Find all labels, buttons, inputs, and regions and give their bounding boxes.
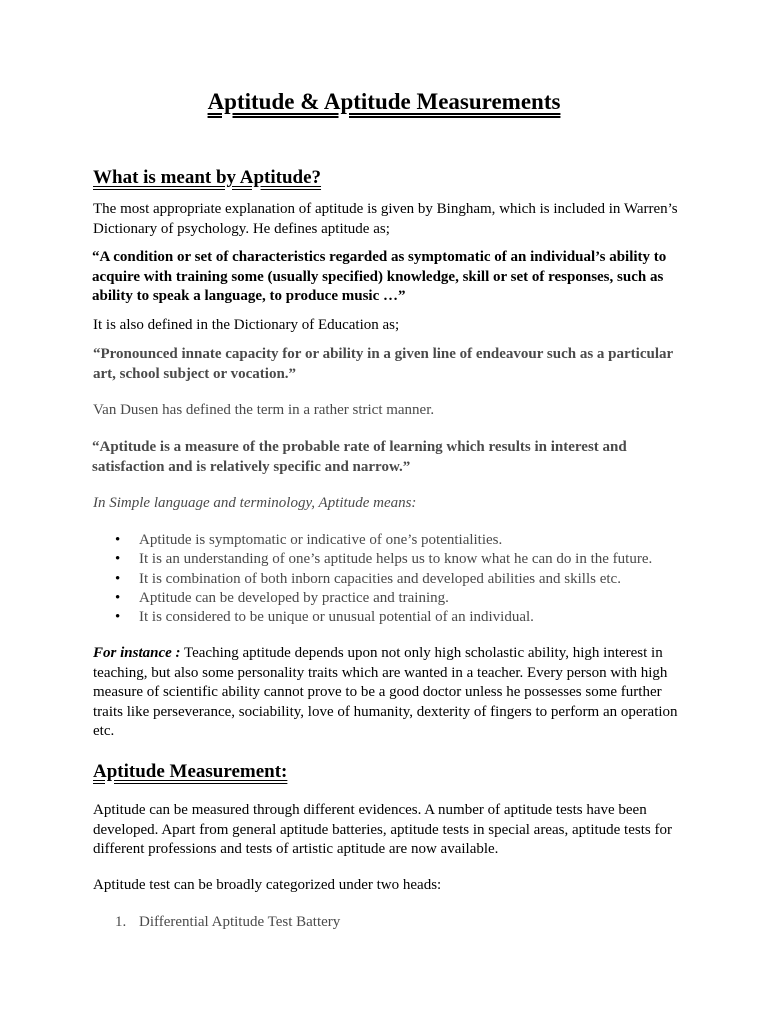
instance-label: For instance : xyxy=(93,645,181,661)
van-dusen-paragraph: Van Dusen has defined the term in a rather strict manner. xyxy=(93,402,435,418)
section-heading-aptitude: What is meant by Aptitude? xyxy=(93,167,322,188)
education-dictionary-paragraph: It is also defined in the Dictionary of Education as; xyxy=(93,317,400,333)
instance-text: Teaching aptitude depends upon not only high scholastic ability, high interest in teaching, but also some personality traits which are wanted in a teacher. Every person with high measure of scientific ability cannot prove to be a good doctor unless he possesses some further traits like perseverance, sociability, love of humanity, dexterity of fingers to perform an operation etc. xyxy=(93,645,678,739)
list-item-text: Differential Aptitude Test Battery xyxy=(139,914,341,930)
test-categories-list xyxy=(115,913,340,933)
list-item: • It is considered to be unique or unusual potential of an individual. xyxy=(115,608,652,627)
list-item xyxy=(115,913,340,933)
list-item: • Aptitude is symptomatic or indicative of one’s potentialities. xyxy=(115,531,652,550)
education-dictionary-quote: “Pronounced innate capacity for or ability in a given line of endeavour such as a particular art, school subject or vocation.” xyxy=(93,346,673,382)
list-item: • It is an understanding of one’s aptitude helps us to know what he can do in the future. xyxy=(115,550,652,569)
list-item: • Aptitude can be developed by practice and training. xyxy=(115,589,652,608)
intro-paragraph: The most appropriate explanation of aptitude is given by Bingham, which is included in Warren’s Dictionary of psychology. He defines aptitude as; xyxy=(93,201,678,237)
bingham-quote: “A condition or set of characteristics regarded as symptomatic of an individual’s ability to acquire with training some (usually specified) knowledge, skill or set of responses, such as ability to speak a language, to produce music …” xyxy=(92,249,667,304)
list-item: • It is combination of both inborn capacities and developed abilities and skills etc. xyxy=(115,570,652,589)
measurement-paragraph: Aptitude can be measured through different evidences. A number of aptitude tests have been developed. Apart from general aptitude batteries, aptitude tests in special areas, aptitude tests for different professions and tests of artistic aptitude are now available. xyxy=(93,802,672,857)
simple-language-paragraph: In Simple language and terminology, Aptitude means: xyxy=(93,495,417,511)
list-number: 1. xyxy=(115,914,127,930)
instance-paragraph xyxy=(93,644,683,742)
categories-paragraph: Aptitude test can be broadly categorized under two heads: xyxy=(93,877,442,893)
aptitude-meaning-list xyxy=(115,531,652,627)
van-dusen-quote: “Aptitude is a measure of the probable rate of learning which results in interest and satisfaction and is relatively specific and narrow.” xyxy=(92,439,627,475)
document-title: Aptitude & Aptitude Measurements xyxy=(207,89,561,114)
section-heading-measurement: Aptitude Measurement: xyxy=(93,761,288,782)
